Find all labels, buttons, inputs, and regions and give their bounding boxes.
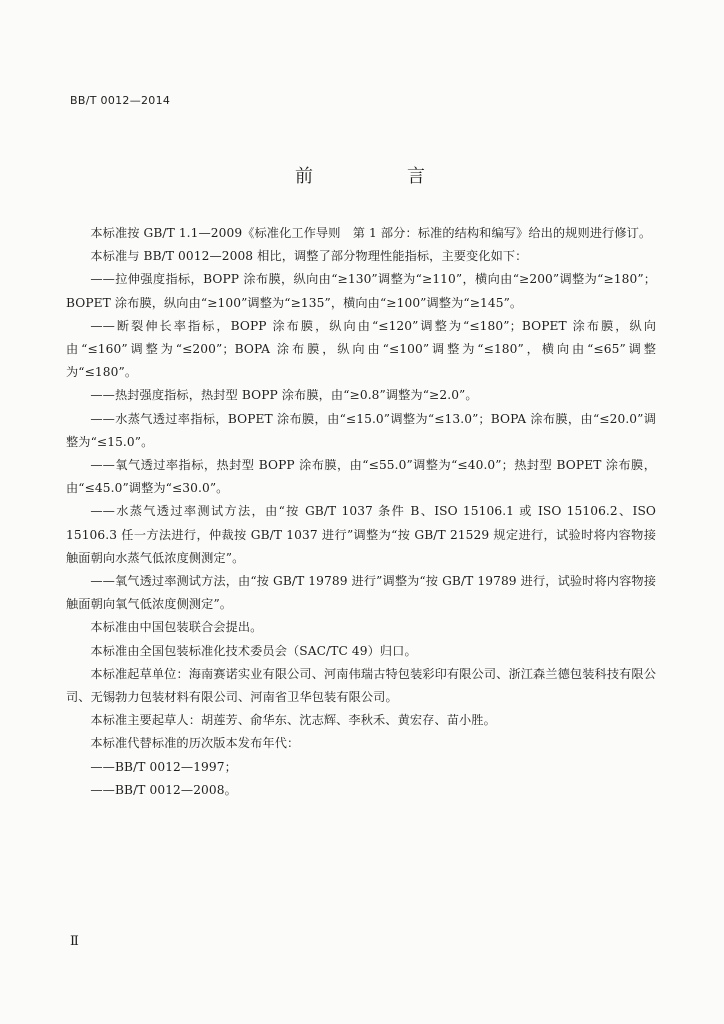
paragraph: ——水蒸气透过率测试方法，由“按 GB/T 1037 条件 B、ISO 15106.1 或 ISO 15106.2、ISO 15106.3 任一方法进行，仲裁按 GB/T 1037 进行”调整为“按 GB/T 21529 规定进行，试验时将内容物接触面朝向水蒸气低浓度侧测定”。 xyxy=(66,504,656,565)
standard-code: BB/T 0012—2014 xyxy=(70,94,171,107)
paragraph: ——氧气透过率指标，热封型 BOPP 涂布膜，由“≤55.0”调整为“≤40.0”；热封型 BOPET 涂布膜，由“≤45.0”调整为“≤30.0”。 xyxy=(66,458,656,496)
paragraph: 本标准由全国包装标准化技术委员会（SAC/TC 49）归口。 xyxy=(90,643,417,658)
paragraph: ——拉伸强度指标，BOPP 涂布膜，纵向由“≥130”调整为“≥110”，横向由“≥200”调整为“≥180”；BOPET 涂布膜，纵向由“≥100”调整为“≥135”，横向由“≥100”调整为“≥145”。 xyxy=(66,272,656,310)
paragraph: 本标准代替标准的历次版本发布年代： xyxy=(90,736,300,751)
paragraph: 本标准由中国包装联合会提出。 xyxy=(90,620,263,635)
page-title: 前 言 xyxy=(295,166,463,187)
paragraph: ——BB/T 0012—1997； xyxy=(90,759,237,774)
paragraph: 本标准起草单位：海南赛诺实业有限公司、河南伟瑞古特包装彩印有限公司、浙江森兰德包装科技有限公司、无锡勃力包装材料有限公司、河南省卫华包装有限公司。 xyxy=(66,666,656,705)
paragraph: ——断裂伸长率指标，BOPP 涂布膜，纵向由“≤120”调整为“≤180”；BOPET 涂布膜，纵向由“≤160”调整为“≤200”；BOPA 涂布膜，纵向由“≤100”调整为“≤180”，横向由“≤65”调整为“≤180”。 xyxy=(66,318,656,380)
paragraph: 本标准与 BB/T 0012—2008 相比，调整了部分物理性能指标，主要变化如下： xyxy=(90,249,528,264)
paragraph: ——水蒸气透过率指标，BOPET 涂布膜，由“≤15.0”调整为“≤13.0”；BOPA 涂布膜，由“≤20.0”调整为“≤15.0”。 xyxy=(66,411,656,449)
paragraph: 本标准主要起草人：胡莲芳、俞华东、沈志辉、李秋禾、黄宏存、苗小胜。 xyxy=(90,713,496,728)
paragraph: 本标准按 GB/T 1.1—2009《标准化工作导则 第 1 部分：标准的结构和编写》给出的规则进行修订。 xyxy=(90,226,652,240)
page-number: Ⅱ xyxy=(70,934,79,949)
foreword-body xyxy=(66,222,656,802)
paragraph: ——BB/T 0012—2008。 xyxy=(90,782,237,797)
paragraph: ——氧气透过率测试方法，由“按 GB/T 19789 进行”调整为“按 GB/T 19789 进行，试验时将内容物接触面朝向氧气低浓度侧测定”。 xyxy=(66,574,656,612)
paragraph: ——热封强度指标，热封型 BOPP 涂布膜，由“≥0.8”调整为“≥2.0”。 xyxy=(90,388,478,403)
